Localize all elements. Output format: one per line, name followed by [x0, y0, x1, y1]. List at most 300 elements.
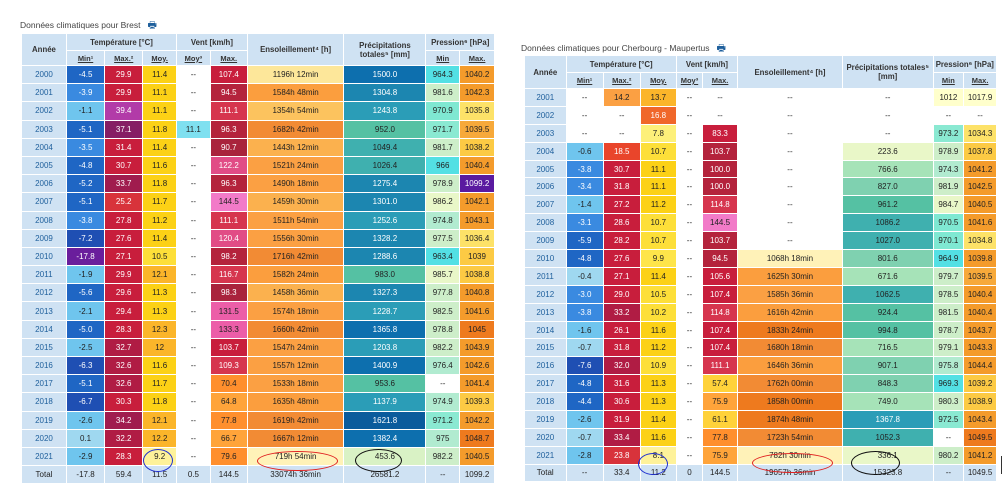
pression-max-cell: 1040.4 [964, 285, 997, 303]
ensoleillement-cell: 1625h 30min [738, 267, 843, 285]
temp-min-cell: -2.6 [66, 411, 104, 429]
precipitations-cell: 336.1 [842, 446, 933, 464]
precipitations-cell: 1086.2 [842, 214, 933, 232]
vent-max-cell: 94.5 [210, 84, 247, 102]
total-vent-moy-cell: 0.5 [177, 466, 211, 484]
temp-moy-cell: 11.2 [143, 211, 177, 229]
precipitations-cell: 1304.8 [344, 84, 426, 102]
temp-min-cell: -5.9 [566, 232, 603, 250]
temp-max-cell: 27.8 [105, 211, 143, 229]
table-row [525, 106, 997, 124]
temp-moy-cell: 9.9 [640, 250, 676, 268]
temp-max-cell: 23.8 [603, 446, 640, 464]
year-cell: 2003 [525, 124, 567, 142]
pression-min-cell: 970.9 [426, 102, 460, 120]
pression-min-cell: 977.5 [426, 229, 460, 247]
pression-max-cell: 1040.8 [460, 284, 495, 302]
vent-moy-cell: -- [676, 142, 702, 160]
ensoleillement-cell: 1459h 30min [247, 193, 344, 211]
vent-max-cell: 120.4 [210, 229, 247, 247]
pression-min-cell: 984.7 [933, 196, 964, 214]
temp-max-cell: 37.1 [105, 120, 143, 138]
table-row [22, 120, 495, 138]
year-cell: 2020 [525, 428, 567, 446]
pression-min-cell: 975 [426, 429, 460, 447]
precipitations-cell: 1288.6 [344, 247, 426, 265]
temp-min-cell: -4.5 [66, 66, 104, 84]
temp-max-cell: 31.8 [603, 339, 640, 357]
pression-min-cell: 966 [426, 156, 460, 174]
temp-max-cell: 27.6 [603, 250, 640, 268]
vent-max-cell: 64.8 [210, 393, 247, 411]
vent-max-cell: 116.7 [210, 266, 247, 284]
total-pression-max-cell: 1049.5 [964, 464, 997, 481]
temp-max-cell: 32.2 [105, 429, 143, 447]
vent-moy-cell: -- [177, 138, 211, 156]
vent-moy-cell: -- [177, 266, 211, 284]
precipitations-cell: 1500.0 [344, 66, 426, 84]
pression-min-cell: -- [933, 106, 964, 124]
vent-max-cell: 103.7 [210, 338, 247, 356]
table-row [22, 393, 495, 411]
temp-max-cell: 30.7 [105, 156, 143, 174]
temp-max-cell: 39.4 [105, 102, 143, 120]
print-icon[interactable]: 🖶 [147, 20, 157, 31]
ensoleillement-cell: -- [738, 142, 843, 160]
temp-moy-cell: 11.1 [143, 84, 177, 102]
temp-min-cell: -7.6 [566, 357, 603, 375]
temp-moy-cell: 9.2 [143, 447, 177, 465]
vent-max-cell: 107.4 [703, 321, 738, 339]
year-cell: 2013 [525, 303, 567, 321]
ensoleillement-cell: -- [738, 178, 843, 196]
vent-max-cell: 107.4 [703, 285, 738, 303]
table-row [525, 196, 997, 214]
temp-max-cell: 29.9 [105, 66, 143, 84]
pression-max-cell: 1040.5 [460, 447, 495, 465]
total-temp-moy-cell: 11.5 [143, 466, 177, 484]
vent-max-cell: 98.3 [210, 284, 247, 302]
temp-moy-cell: 11.7 [143, 375, 177, 393]
vent-moy-cell: -- [177, 175, 211, 193]
print-icon[interactable]: 🖶 [716, 43, 726, 54]
total-temp-min-cell: -17.8 [66, 466, 104, 484]
pression-min-cell: 981.5 [933, 303, 964, 321]
cherbourg-header-pression: Pression⁶ [hPa] [933, 56, 996, 73]
total-row [22, 466, 495, 484]
vent-moy-cell: -- [177, 284, 211, 302]
total-precipitations-cell: 26581.2 [344, 466, 426, 484]
precipitations-cell: 453.6 [344, 447, 426, 465]
vent-max-cell: -- [703, 106, 738, 124]
precipitations-cell: 1327.3 [344, 284, 426, 302]
table-row [22, 357, 495, 375]
cherbourg-precip-annotation [851, 451, 900, 475]
brest-subheader-max[interactable]: Max.² [105, 51, 143, 66]
vent-moy-cell: -- [177, 357, 211, 375]
brest-header-vent: Vent [km/h] [177, 34, 248, 51]
ensoleillement-cell: 1556h 30min [247, 229, 344, 247]
vent-moy-cell: -- [676, 214, 702, 232]
brest-subheader-pmax[interactable]: Max. [460, 51, 495, 66]
table-row [525, 160, 997, 178]
temp-moy-cell: 10.9 [640, 357, 676, 375]
precipitations-cell: 1301.0 [344, 193, 426, 211]
total-precipitations-cell: 15323.8 [842, 464, 933, 481]
temp-min-cell: -- [566, 124, 603, 142]
ensoleillement-cell: 1196h 12min [247, 66, 344, 84]
vent-max-cell: 75.9 [703, 446, 738, 464]
precipitations-cell: 1027.0 [842, 232, 933, 250]
table-row [22, 175, 495, 193]
total-ensoleillement-cell: 33074h 36min [247, 466, 344, 484]
year-cell: 2011 [525, 267, 567, 285]
year-cell: 2009 [22, 229, 67, 247]
vent-max-cell: 96.3 [210, 175, 247, 193]
cherbourg-climate-table [524, 55, 997, 482]
year-cell: 2008 [22, 211, 67, 229]
pression-max-cell: 1043.9 [460, 338, 495, 356]
pression-min-cell: 978.9 [426, 175, 460, 193]
cherbourg-panel [505, 0, 1000, 484]
table-row [22, 66, 495, 84]
vent-max-cell: 114.8 [703, 196, 738, 214]
temp-min-cell: -4.4 [566, 393, 603, 411]
vent-moy-cell: -- [177, 66, 211, 84]
year-cell: 2017 [525, 375, 567, 393]
brest-subheader-vmax[interactable]: Max. [210, 51, 247, 66]
precipitations-cell: 848.3 [842, 375, 933, 393]
precipitations-cell: 1049.4 [344, 138, 426, 156]
vent-moy-cell: -- [177, 375, 211, 393]
vent-max-cell: 57.4 [703, 375, 738, 393]
table-row [525, 232, 997, 250]
pression-min-cell: 975.8 [933, 357, 964, 375]
vent-max-cell: 77.8 [210, 411, 247, 429]
temp-moy-cell: 10.7 [640, 142, 676, 160]
vent-moy-cell: -- [676, 106, 702, 124]
pression-max-cell: 1037.8 [964, 142, 997, 160]
temp-moy-cell: 10.5 [640, 285, 676, 303]
table-row [525, 339, 997, 357]
pression-max-cell: 1043.4 [964, 411, 997, 429]
precipitations-cell: 1228.7 [344, 302, 426, 320]
temp-moy-cell: 11.6 [143, 357, 177, 375]
ensoleillement-cell: 1584h 48min [247, 84, 344, 102]
pression-min-cell: 977.8 [426, 284, 460, 302]
vent-max-cell: 90.7 [210, 138, 247, 156]
table-row [22, 156, 495, 174]
temp-moy-cell: 11.8 [143, 120, 177, 138]
temp-max-cell: 32.6 [105, 375, 143, 393]
vent-moy-cell: -- [177, 320, 211, 338]
year-cell: 2004 [525, 142, 567, 160]
temp-max-cell: 28.2 [603, 232, 640, 250]
table-row [22, 320, 495, 338]
brest-subheader-moy[interactable]: Moy. [143, 51, 177, 66]
cherbourg-title: Données climatiques pour Cherbourg - Maupertus [521, 43, 710, 53]
pression-min-cell: 971.2 [426, 411, 460, 429]
temp-moy-cell: 10.2 [640, 303, 676, 321]
vent-max-cell: 100.0 [703, 178, 738, 196]
pression-max-cell: 1039.3 [460, 393, 495, 411]
year-cell: 2015 [525, 339, 567, 357]
year-cell: 2003 [22, 120, 67, 138]
ensoleillement-cell: 1723h 54min [738, 428, 843, 446]
vent-max-cell: 79.6 [210, 447, 247, 465]
temp-max-cell: 33.7 [105, 175, 143, 193]
table-row [525, 89, 997, 107]
total-pression-max-cell: 1099.2 [460, 466, 495, 484]
table-row [22, 193, 495, 211]
ensoleillement-cell: 1354h 54min [247, 102, 344, 120]
precipitations-cell: 1275.4 [344, 175, 426, 193]
vent-moy-cell: -- [676, 160, 702, 178]
ensoleillement-cell: 1646h 36min [738, 357, 843, 375]
cherbourg-subheader-pmax[interactable]: Max. [964, 73, 997, 89]
temp-min-cell: -3.4 [566, 178, 603, 196]
pression-min-cell: -- [933, 428, 964, 446]
temp-max-cell: 27.2 [603, 196, 640, 214]
table-row [22, 429, 495, 447]
vent-moy-cell: -- [676, 375, 702, 393]
temp-moy-cell: 12.2 [143, 429, 177, 447]
temp-min-cell: -5.1 [66, 193, 104, 211]
pression-max-cell: 1040.2 [460, 66, 495, 84]
temp-moy-cell: 10.7 [640, 232, 676, 250]
temp-max-cell: 29.9 [105, 266, 143, 284]
ensoleillement-cell: 1068h 18min [738, 250, 843, 268]
temp-min-cell: -4.8 [66, 156, 104, 174]
vent-max-cell: 111.1 [210, 211, 247, 229]
pression-min-cell: 979.1 [933, 339, 964, 357]
precipitations-cell: 924.4 [842, 303, 933, 321]
pression-min-cell: 981.7 [426, 138, 460, 156]
total-vent-max-cell: 144.5 [703, 464, 738, 481]
vent-moy-cell: -- [676, 428, 702, 446]
vent-max-cell: 133.3 [210, 320, 247, 338]
pression-min-cell: 982.2 [426, 447, 460, 465]
year-cell: 2014 [22, 320, 67, 338]
temp-moy-cell: 11.1 [143, 102, 177, 120]
temp-moy-cell: 11.3 [640, 393, 676, 411]
ensoleillement-cell: 1833h 24min [738, 321, 843, 339]
temp-moy-cell: 11.3 [143, 302, 177, 320]
pression-min-cell: 964.3 [426, 66, 460, 84]
temp-max-cell: 14.2 [603, 89, 640, 107]
ensoleillement-cell: 1557h 12min [247, 357, 344, 375]
precipitations-cell: 1052.3 [842, 428, 933, 446]
vent-max-cell: 103.7 [703, 142, 738, 160]
year-cell: 2002 [22, 102, 67, 120]
temp-min-cell: -1.4 [566, 196, 603, 214]
ensoleillement-cell: -- [738, 89, 843, 107]
brest-subheader-pmin[interactable]: Min [426, 51, 460, 66]
table-row [22, 375, 495, 393]
brest-moy-annotation [143, 449, 173, 472]
pression-min-cell: 980.3 [933, 393, 964, 411]
temp-min-cell: -7.2 [66, 229, 104, 247]
temp-moy-cell: 7.8 [640, 124, 676, 142]
temp-max-cell: 32.7 [105, 338, 143, 356]
cherbourg-header-vent: Vent [km/h] [676, 56, 737, 73]
cherbourg-subheader-vmoy[interactable]: Moy³ [676, 73, 702, 89]
temp-min-cell: -6.7 [66, 393, 104, 411]
year-cell: 2018 [22, 393, 67, 411]
temp-max-cell: 27.1 [603, 267, 640, 285]
vent-max-cell: 111.1 [703, 357, 738, 375]
temp-moy-cell: 11.4 [143, 138, 177, 156]
total-temp-max-cell: 33.4 [603, 464, 640, 481]
pression-max-cell: 1043.3 [964, 339, 997, 357]
year-cell: 2019 [525, 411, 567, 429]
year-cell: 2021 [525, 446, 567, 464]
precipitations-cell: 1328.2 [344, 229, 426, 247]
vent-max-cell: 111.1 [210, 102, 247, 120]
temp-max-cell: 30.6 [603, 393, 640, 411]
temp-moy-cell: 11.7 [143, 193, 177, 211]
precipitations-cell: 952.0 [344, 120, 426, 138]
vent-moy-cell: -- [177, 229, 211, 247]
brest-subheader-min[interactable]: Min¹ [66, 51, 104, 66]
pression-min-cell: 978.5 [933, 285, 964, 303]
temp-moy-cell: 11.8 [143, 175, 177, 193]
ensoleillement-cell: 782h 30min [738, 446, 843, 464]
year-cell: 2015 [22, 338, 67, 356]
year-cell: 2011 [22, 266, 67, 284]
temp-min-cell: -6.3 [66, 357, 104, 375]
text-cursor [1001, 456, 1002, 474]
temp-moy-cell: 12.1 [143, 411, 177, 429]
temp-max-cell: 26.1 [603, 321, 640, 339]
ensoleillement-cell: 1619h 42min [247, 411, 344, 429]
vent-max-cell: 109.3 [210, 357, 247, 375]
pression-min-cell: 980.2 [933, 446, 964, 464]
precipitations-cell: 1365.8 [344, 320, 426, 338]
cherbourg-subheader-pmin[interactable]: Min [933, 73, 964, 89]
temp-min-cell: -0.4 [566, 267, 603, 285]
vent-moy-cell: -- [676, 411, 702, 429]
vent-moy-cell: -- [177, 211, 211, 229]
vent-max-cell: 66.7 [210, 429, 247, 447]
pression-max-cell: 1041.6 [964, 214, 997, 232]
brest-header-pression: Pression⁶ [hPa] [426, 34, 495, 51]
temp-max-cell: 30.3 [105, 393, 143, 411]
total-pression-min-cell: -- [426, 466, 460, 484]
pression-max-cell: 1036.4 [460, 229, 495, 247]
temp-max-cell: 28.3 [105, 320, 143, 338]
vent-moy-cell: -- [177, 302, 211, 320]
temp-min-cell: -5.2 [66, 175, 104, 193]
ensoleillement-cell: 1458h 36min [247, 284, 344, 302]
pression-min-cell: 976.4 [426, 357, 460, 375]
vent-max-cell: 144.5 [210, 193, 247, 211]
pression-max-cell: 1034.3 [964, 124, 997, 142]
brest-subheader-vmoy[interactable]: Moy³ [177, 51, 211, 66]
temp-moy-cell: 8.1 [640, 446, 676, 464]
table-row [525, 357, 997, 375]
temp-max-cell: 34.2 [105, 411, 143, 429]
precipitations-cell: 1137.9 [344, 393, 426, 411]
vent-max-cell: 105.6 [703, 267, 738, 285]
pression-max-cell: 1042.1 [460, 193, 495, 211]
cherbourg-subheader-vmax[interactable]: Max. [703, 73, 738, 89]
ensoleillement-cell: 1582h 24min [247, 266, 344, 284]
temp-max-cell: 27.1 [105, 247, 143, 265]
temp-min-cell: -1.6 [566, 321, 603, 339]
pression-max-cell: 1039.5 [964, 267, 997, 285]
year-cell: 2002 [525, 106, 567, 124]
cherbourg-subheader-moy[interactable]: Moy. [640, 73, 676, 89]
table-row [22, 84, 495, 102]
temp-min-cell: -2.1 [66, 302, 104, 320]
temp-max-cell: 33.4 [603, 428, 640, 446]
ensoleillement-cell: 1667h 12min [247, 429, 344, 447]
vent-moy-cell: -- [676, 285, 702, 303]
year-cell: 2018 [525, 393, 567, 411]
year-cell: 2019 [22, 411, 67, 429]
temp-moy-cell: 10.5 [143, 247, 177, 265]
year-cell: 2009 [525, 232, 567, 250]
brest-panel [0, 0, 500, 484]
ensoleillement-cell: 1547h 24min [247, 338, 344, 356]
pression-min-cell: 974.3 [933, 160, 964, 178]
precipitations-cell: 1621.8 [344, 411, 426, 429]
vent-moy-cell: -- [676, 196, 702, 214]
pression-max-cell: 1041.2 [964, 446, 997, 464]
temp-min-cell: -3.1 [566, 214, 603, 232]
temp-max-cell: 33.2 [603, 303, 640, 321]
precipitations-cell: 223.6 [842, 142, 933, 160]
ensoleillement-cell: -- [738, 160, 843, 178]
pression-max-cell: 1038.9 [964, 393, 997, 411]
temp-moy-cell: 13.7 [640, 89, 676, 107]
temp-min-cell: -5.1 [66, 375, 104, 393]
total-vent-moy-cell: 0 [676, 464, 702, 481]
vent-max-cell: 77.8 [703, 428, 738, 446]
cherbourg-subheader-min[interactable]: Min¹ [566, 73, 603, 89]
temp-min-cell: -- [566, 106, 603, 124]
pression-min-cell: 982.2 [426, 338, 460, 356]
vent-moy-cell: -- [676, 124, 702, 142]
cherbourg-subheader-max[interactable]: Max.² [603, 73, 640, 89]
cherbourg-header-precipitations: Précipitations totales⁵ [mm] [842, 56, 933, 89]
pression-max-cell: 1044.4 [964, 357, 997, 375]
table-row [525, 178, 997, 196]
temp-moy-cell: 12.1 [143, 266, 177, 284]
precipitations-cell: 1062.5 [842, 285, 933, 303]
table-row [525, 285, 997, 303]
ensoleillement-cell: 1762h 00min [738, 375, 843, 393]
temp-min-cell: -0.7 [566, 428, 603, 446]
vent-max-cell: 107.4 [210, 66, 247, 84]
year-cell: 2000 [22, 66, 67, 84]
ensoleillement-cell: 719h 54min [247, 447, 344, 465]
ensoleillement-cell: 1616h 42min [738, 303, 843, 321]
temp-max-cell: 31.9 [603, 411, 640, 429]
vent-moy-cell: -- [177, 338, 211, 356]
table-row [525, 321, 997, 339]
pression-max-cell: 1043.1 [460, 211, 495, 229]
temp-moy-cell: 11.4 [640, 411, 676, 429]
table-row [525, 124, 997, 142]
temp-moy-cell: 11.2 [640, 339, 676, 357]
year-cell: 2008 [525, 214, 567, 232]
year-cell: 2013 [22, 302, 67, 320]
ensoleillement-cell: -- [738, 106, 843, 124]
temp-min-cell: -2.5 [66, 338, 104, 356]
temp-moy-cell: 11.6 [640, 428, 676, 446]
